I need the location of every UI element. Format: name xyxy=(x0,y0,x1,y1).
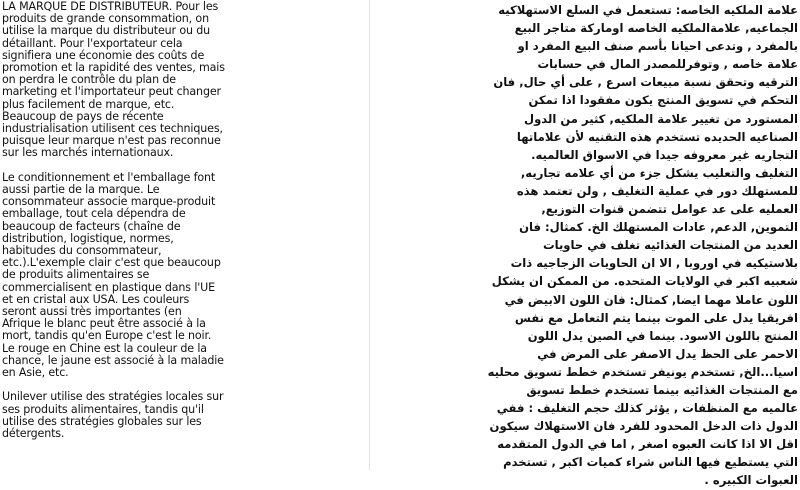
french-paragraph-unilever: Unilever utilise des stratégies locales sur ses produits alimentaires, tandis qu'il utilise des stratégies globales sur les détergents. xyxy=(2,390,224,441)
french-column xyxy=(2,1,367,469)
column-divider xyxy=(369,0,370,470)
french-paragraph-packaging: Le conditionnement et l'emballage font aussi partie de la marque. Le consommateur associe marque-produit emballage, tout cela dépendra de beaucoup de facteurs (chaîne de distribution, logistique, normes, habitudes du consommateur, etc.).L'exemple clair c'est que beaucoup de produits alimentaires se commercialisent en plastique dans l'UE et en cristal aux USA. Les couleurs seront aussi très importantes (en Afrique le blanc peut être associé à la mort, tandis qu'en Europe c'est le noir. Le rouge en Chine est la couleur de la chance, le jaune est associé à la maladie en Asie, etc. xyxy=(2,170,224,380)
french-paragraph-brand: LA MARQUE DE DISTRIBUTEUR. Pour les produits de grande consommation, on utilise la marque du distributeur ou du détaillant. Pour l'exportateur cela signifiera une économie des coûts de promotion et la rapidité des ventes, mais on perdra le contrôle du plan de marketing et l'importateur peut changer plus facilement de marque, etc. Beaucoup de pays de récente industrialisation utilisent ces techniques, puisque leur marque n'est pas reconnue sur les marchés internationaux. xyxy=(2,0,225,160)
arabic-paragraph: علامة الملكيه الخاصه: تستعمل في السلع الاستهلاكيه الجماعيه, علامةالملكيه الخاصه اوماركة متاجر البيع بالمفرد , وتدعى احيانا بأسم صنف البيع المفرد او علامة خاصه , وتوفرللمصدر المال في حسابات الترقيه وتحقق نسبة مبيعات اسرع , على أي حال, فان التحكم في تسويق المنتج يكون مفقودا اذا تمكن المستورد من تغيير علامة الملكيه, كثير من الدول الصناعيه الحديده تستخدم هذه التقنيه لأن علاماتها التجاريه غير معروفه جيدا في الاسواق العالميه. التغليف والتعليب يشكل جزء من أي علامه تجاريه, للمستهلك دور في عملية التغليف , ولن تعتمد هذه العمليه على عد عوامل تتضمن قنوات التوزيع, التموين, الدعم, عادات المستهلك الخ. كمثال: فان العديد من المنتجات الغذائيه تغلف في حاويات بلاستيكيه في اوروبا , الا ان الحاويات الزجاجيه ذات شعبيه اكبر في الولايات المتحده. من الممكن ان يشكل اللون عاملا مهما ايضا, كمثال: فان اللون الابيض في افريقيا يدل على الموت بينما يتم التعامل مع نفس المنتج باللون الاسود. بينما في الصين يدل اللون الاحمر على الحظ يدل الاصفر على المرض في اسيا...الخ, تستخدم يونيفر تستخدم خطط تسويق محليه مع المنتجات الغذائيه بينما تستخدم خطط تسويق عالميه مع المنظفات , يؤثر كذلك حجم التغليف : ففي الدول ذات الدخل المحدود للفرد فان الاستهلاك سيكون اقل الا اذا كانت العبوه اصغر , اما في الدول المتقدمه التي يستطيع فيها الناس شراء كميات اكبر , تستخدم العبوات الكبيره . xyxy=(487,3,798,488)
arabic-column xyxy=(374,1,798,488)
